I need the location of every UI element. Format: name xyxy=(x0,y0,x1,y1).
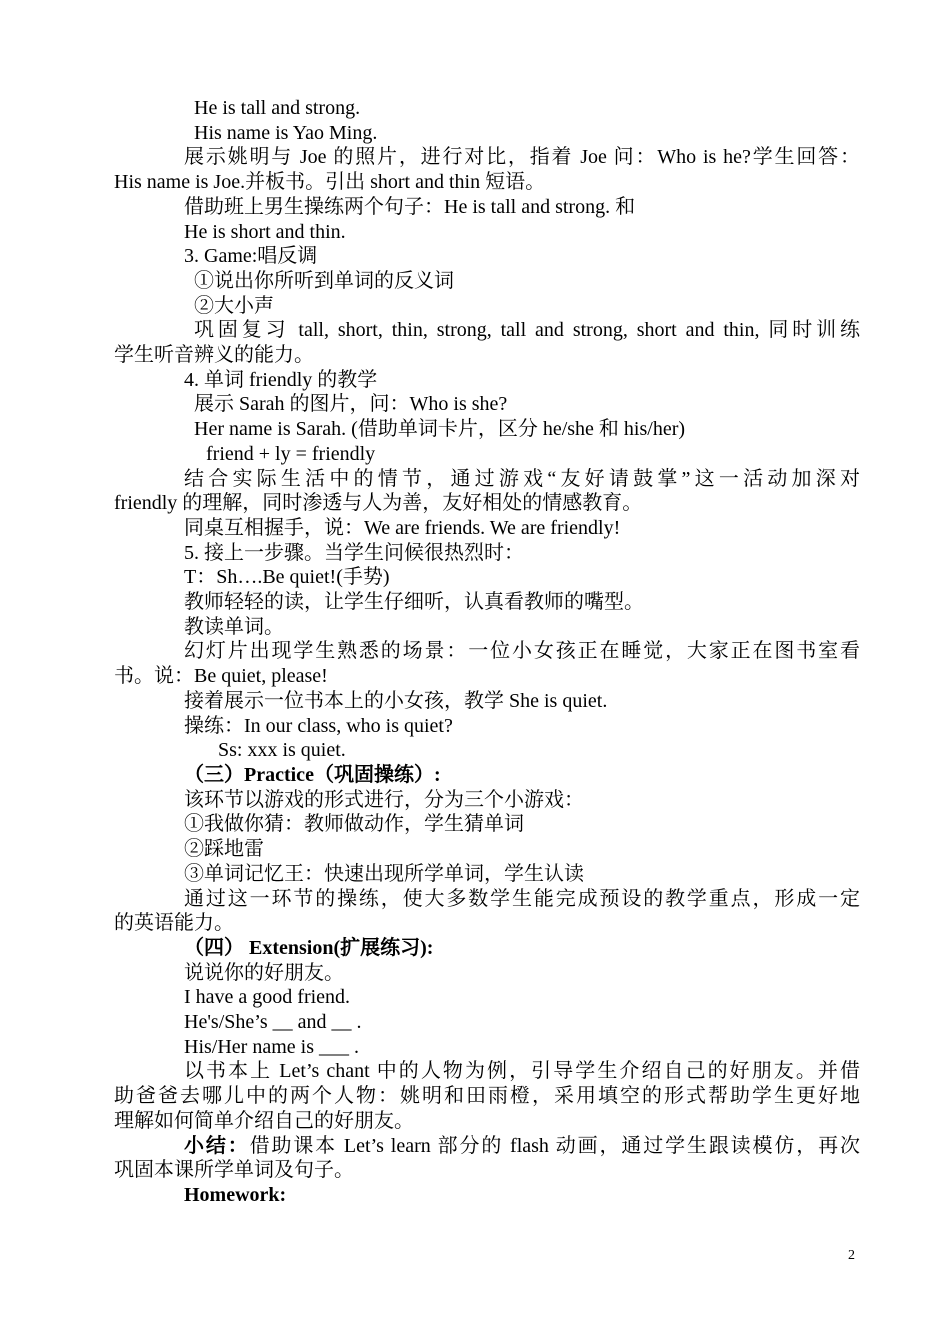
text-line: 教师轻轻的读，让学生仔细听，认真看教师的嘴型。 xyxy=(184,591,644,614)
text-line: 的英语能力。 xyxy=(114,912,234,935)
text-line: ③单词记忆王：快速出现所学单词，学生认读 xyxy=(184,862,584,885)
summary-text: 借助课本 Let’s learn 部分的 flash 动画，通过学生跟读模仿，再次 xyxy=(249,1134,860,1157)
text-line: 该环节以游戏的形式进行，分为三个小游戏： xyxy=(184,788,584,811)
text-line: friendly 的理解，同时渗透与人为善，友好相处的情感教育。 xyxy=(114,492,643,515)
summary-label: 小结： xyxy=(184,1134,250,1157)
text-line: I have a good friend. xyxy=(184,986,351,1009)
text-line: 教读单词。 xyxy=(184,615,284,638)
text-line: 接着展示一位书本上的小女孩，教学 She is quiet. xyxy=(184,689,608,712)
text-line: friend + ly = friendly xyxy=(206,442,376,465)
text-line: 巩固本课所学单词及句子。 xyxy=(114,1159,354,1182)
text-line: 展示 Sarah 的图片，问：Who is she? xyxy=(194,393,508,416)
text-line: He is short and thin. xyxy=(184,220,346,243)
text-line: 通过这一环节的操练，使大多数学生能完成预设的教学重点，形成一定 xyxy=(184,887,860,910)
text-line: Her name is Sarah. (借助单词卡片，区分 he/she 和 his/her) xyxy=(194,418,686,441)
summary-line xyxy=(114,1134,860,1159)
text-line: 理解如何简单介绍自己的好朋友。 xyxy=(114,1109,414,1132)
text-line: 借助班上男生操练两个句子：He is tall and strong. 和 xyxy=(184,195,636,218)
text-line: 学生听音辨义的能力。 xyxy=(114,344,314,367)
text-line: 4. 单词 friendly 的教学 xyxy=(184,368,378,391)
text-line: ②踩地雷 xyxy=(184,838,264,861)
text-line: His name is Yao Ming. xyxy=(194,121,378,144)
text-line: His name is Joe.并板书。引出 short and thin 短语。 xyxy=(114,171,546,194)
text-line: Ss: xxx is quiet. xyxy=(218,739,346,762)
section-heading: （三）Practice（巩固操练）: xyxy=(184,763,441,786)
text-line: ②大小声 xyxy=(194,294,274,317)
text-line: T：Sh….Be quiet!(手势) xyxy=(184,566,390,589)
text-line: 5. 接上一步骤。当学生问候很热烈时： xyxy=(184,541,524,564)
text-line: 助爸爸去哪儿中的两个人物：姚明和田雨橙，采用填空的形式帮助学生更好地 xyxy=(114,1085,860,1108)
section-heading: （四） Extension(扩展练习): xyxy=(184,936,434,959)
text-line: His/Her name is ___ . xyxy=(184,1035,359,1058)
text-line: 展示姚明与 Joe 的照片，进行对比，指着 Joe 问：Who is he?学生回答： xyxy=(184,146,860,169)
text-line: 幻灯片出现学生熟悉的场景：一位小女孩正在睡觉，大家正在图书室看 xyxy=(184,640,860,663)
text-line: 书。说：Be quiet, please! xyxy=(114,665,328,688)
text-line: 以书本上 Let’s chant 中的人物为例，引导学生介绍自己的好朋友。并借 xyxy=(184,1060,860,1083)
section-heading: Homework: xyxy=(184,1183,287,1206)
text-line: 操练：In our class, who is quiet? xyxy=(184,714,453,737)
text-line: 说说你的好朋友。 xyxy=(184,961,344,984)
document-body xyxy=(114,96,860,1208)
text-line: 结合实际生活中的情节，通过游戏“友好请鼓掌”这一活动加深对 xyxy=(184,467,860,490)
text-line: 同桌互相握手，说：We are friends. We are friendly! xyxy=(184,516,621,539)
text-line: 巩固复习 tall, short, thin, strong, tall and strong, short and thin, 同时训练 xyxy=(194,319,860,342)
text-line: 3. Game:唱反调 xyxy=(184,245,318,268)
text-line: He's/She’s __ and __ . xyxy=(184,1011,362,1034)
text-line: ①说出你所听到单词的反义词 xyxy=(194,269,454,292)
text-line: He is tall and strong. xyxy=(194,97,361,119)
text-line: ①我做你猜：教师做动作，学生猜单词 xyxy=(184,813,524,836)
page-number: 2 xyxy=(848,1248,855,1263)
